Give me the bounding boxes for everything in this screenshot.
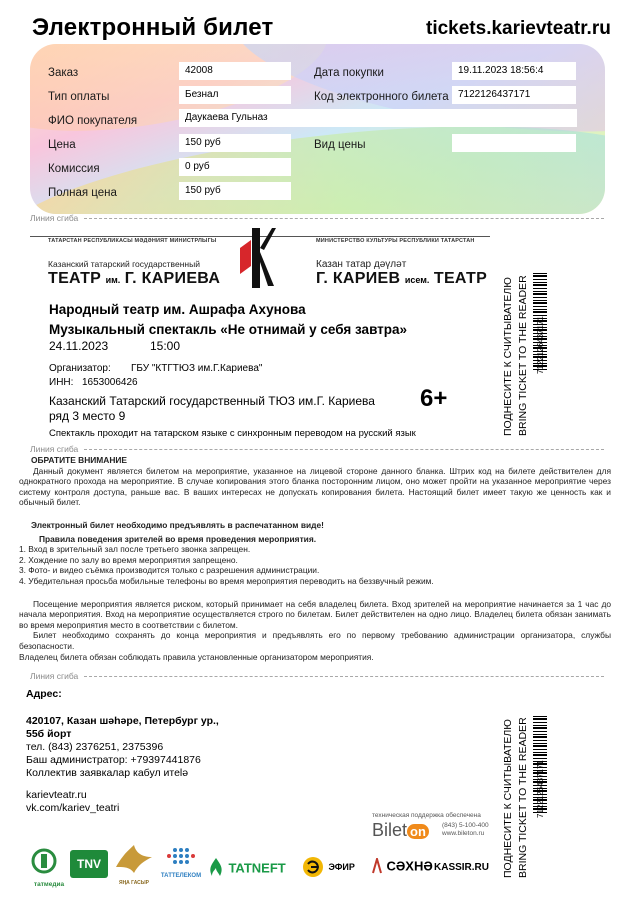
inn-value: 1653006426 [82,377,138,388]
support-label: техническая поддержка обеспечена [372,812,481,819]
price-value: 150 руб [179,134,291,152]
efir-icon [302,856,324,878]
organizer-label: Организатор: [49,363,111,374]
notice-paragraph: Посещение мероприятия является риском, который принимает на себя владелец билета. Вход зрителей на мероприятие начинается за 1 час до начала мероприятия. Вход на мероприятие осуществляется строго по билетам. Билет действителен на одно лицо. Владелец билета обязан занимать во время мероприятия место в соответствии с билетом. [19,598,611,630]
tatmedia-icon [30,848,68,876]
tattelecom-dots-icon [158,846,204,868]
buyer-label: ФИО покупателя [48,115,138,127]
event-place: Казанский Татарский государственный ТЮЗ им.Г. Кариева [49,394,375,408]
venue-title: Народный театр им. Ашрафа Ахунова [49,302,306,317]
rule-item: 3. Фото- и видео съёмка производится только с разрешения администрации. [19,565,320,576]
sponsor-efir-logo [302,856,355,878]
barcode-hint-en: BRING TICKET TO THE READER [517,717,529,878]
barcode-hint-ru: ПОДНЕСИТЕ К СЧИТЫВАТЕЛЮ [502,277,514,436]
price-type-label: Вид цены [314,139,366,151]
address-line2: 55б йорт [26,728,72,740]
left-name-a: ТЕАТР [48,270,102,287]
rules-heading: Правила поведения зрителей во время проведения мероприятия. [39,533,317,544]
eticket-code-label: Код электронного билета [314,91,449,103]
sponsor-name: TNV [77,857,101,871]
fold-line [84,676,604,677]
right-theatre-subtitle: Казан татар дәүләт [316,259,407,270]
site-url[interactable]: tickets.karievteatr.ru [426,18,611,39]
left-ministry-text: ТАТАРСТАН РЕСПУБЛИКАСЫ МӘДӘНИЯТ МИНИСТРЛЫГЫ [48,238,217,244]
buyer-value: Даукаева Гульназ [179,109,577,127]
fold-line [84,218,604,219]
sahna-mark-icon [372,858,382,874]
inn-label: ИНН: [49,377,74,388]
sponsor-kassir-logo [434,862,489,873]
sponsor-tatmedia-logo [30,848,68,888]
sponsor-name: татмедиа [33,881,65,888]
barcode-number: 7122126437171 [536,760,545,818]
vk-link[interactable]: vk.com/kariev_teatri [26,802,120,814]
event-date: 24.11.2023 [49,339,109,353]
purchase-date-label: Дата покупки [314,67,384,79]
purchase-date-value: 19.11.2023 18:56:4 [452,62,576,80]
notice-paragraph: Билет необходимо сохранять до конца мероприятия и предъявлять его по первому требованию администрации организатора, службы безопасности. [19,630,611,651]
sponsor-name: ЭФИР [328,862,355,872]
address-heading: Адрес: [26,688,62,700]
support-site[interactable]: www.bileton.ru [442,830,485,837]
notice-block [19,455,611,662]
kariev-theatre-logo-icon [238,226,278,288]
price-type-value [452,134,576,152]
commission-value: 0 руб [179,158,291,176]
bileton-brand-b: on [407,824,429,839]
ticket-title: Электронный билет [32,14,274,41]
language-note: Спектакль проходит на татарском языке с синхронным переводом на русский язык [49,428,416,439]
full-price-label: Полная цена [48,187,117,199]
seat-info: ряд 3 место 9 [49,409,126,423]
sponsor-name: СӘХНӘ [386,858,433,874]
bird-icon [114,843,154,875]
bileton-logo [372,820,429,841]
right-name-b: исем. [404,275,430,285]
rule-item: 4. Убедительная просьба мобильные телефоны во время мероприятия переводить на беззвучный режим. [19,575,434,586]
print-note: Электронный билет необходимо предъявлять в распечатанном виде! [31,519,324,530]
age-rating: 6+ [420,385,448,412]
right-name-c: ТЕАТР [433,270,488,287]
fold-label: Линия сгиба [30,671,79,681]
rule-item: 2. Хождение по залу во время мероприятия запрещено. [19,554,238,565]
right-theatre-name [316,270,487,288]
notice-paragraph: Данный документ является билетом на мероприятие, указанное на лицевой стороне данного бланка. Штрих код на билете действителен для однократного прохода на мероприятие. В случае копирования этого бланка посторонним лицом, оно может пройти на указанное мероприятие через систему контроля доступа, раньше вас. В ваших интересах не допускать копирования билета. Настоящий билет имеет такую же ценность как и обычный билет. [19,465,611,508]
support-phone: (843) 5-100-400 [442,822,489,829]
sponsor-tnv-logo [70,850,108,878]
commission-label: Комиссия [48,163,100,175]
notice-heading: ОБРАТИТЕ ВНИМАНИЕ [31,455,127,465]
sponsor-sahna-logo [372,857,433,875]
bileton-brand-a: Bilet [372,820,408,840]
address-phone: тел. (843) 2376251, 2375396 [26,741,164,753]
barcode-hint-en: BRING TICKET TO THE READER [517,275,529,436]
sponsor-tattelecom-logo [158,846,204,879]
flame-icon [208,858,224,878]
left-theatre-name [48,270,220,288]
payment-type-label: Тип оплаты [48,91,110,103]
fold-label: Линия сгиба [30,213,79,223]
organizer-value: ГБУ "КТГТЮЗ им.Г.Кариева" [131,363,263,374]
sponsor-name: ТАТТЕЛЕКОМ [160,873,202,879]
payment-type-value: Безнал [179,86,291,104]
address-line1: 420107, Казан шәһәре, Петербург ур., [26,715,219,727]
show-title: Музыкальный спектакль «Не отнимай у себя завтра» [49,322,408,337]
fold-label: Линия сгиба [30,444,79,454]
sponsor-tatneft-logo [208,858,286,878]
order-value: 42008 [179,62,291,80]
rule-item: 1. Вход в зрительный зал после третьего звонка запрещен. [19,544,251,555]
notice-paragraph: Владелец билета обязан соблюдать правила установленные организатором мероприятия. [19,651,374,662]
order-label: Заказ [48,67,79,79]
left-name-b: им. [105,275,121,285]
event-time: 15:00 [150,339,181,353]
left-name-c: Г. КАРИЕВА [124,270,221,287]
left-theatre-subtitle: Казанский татарский государственный [48,259,200,269]
barcode-number: 7122126437171 [536,316,545,374]
sponsor-yana-gasyr-logo [114,843,154,886]
sponsor-name: KASSIR.RU [434,862,490,873]
address-groups: Коллектив заявкалар кабул итеlә [26,767,189,779]
right-name-a: Г. КАРИЕВ [316,270,401,287]
full-price-value: 150 руб [179,182,291,200]
eticket-code-value: 7122126437171 [452,86,576,104]
fold-line [84,449,604,450]
price-label: Цена [48,139,76,151]
barcode-hint-ru: ПОДНЕСИТЕ К СЧИТЫВАТЕЛЮ [502,719,514,878]
theatre-site-link[interactable]: karievteatr.ru [26,789,87,801]
sponsor-name: ЯҢА ГАСЫР [118,880,150,886]
address-admin-phone: Баш администратор: +79397441876 [26,754,201,766]
sponsor-name: TATNEFT [228,860,286,876]
right-ministry-text: МИНИСТЕРСТВО КУЛЬТУРЫ РЕСПУБЛИКИ ТАТАРСТАН [316,238,475,244]
